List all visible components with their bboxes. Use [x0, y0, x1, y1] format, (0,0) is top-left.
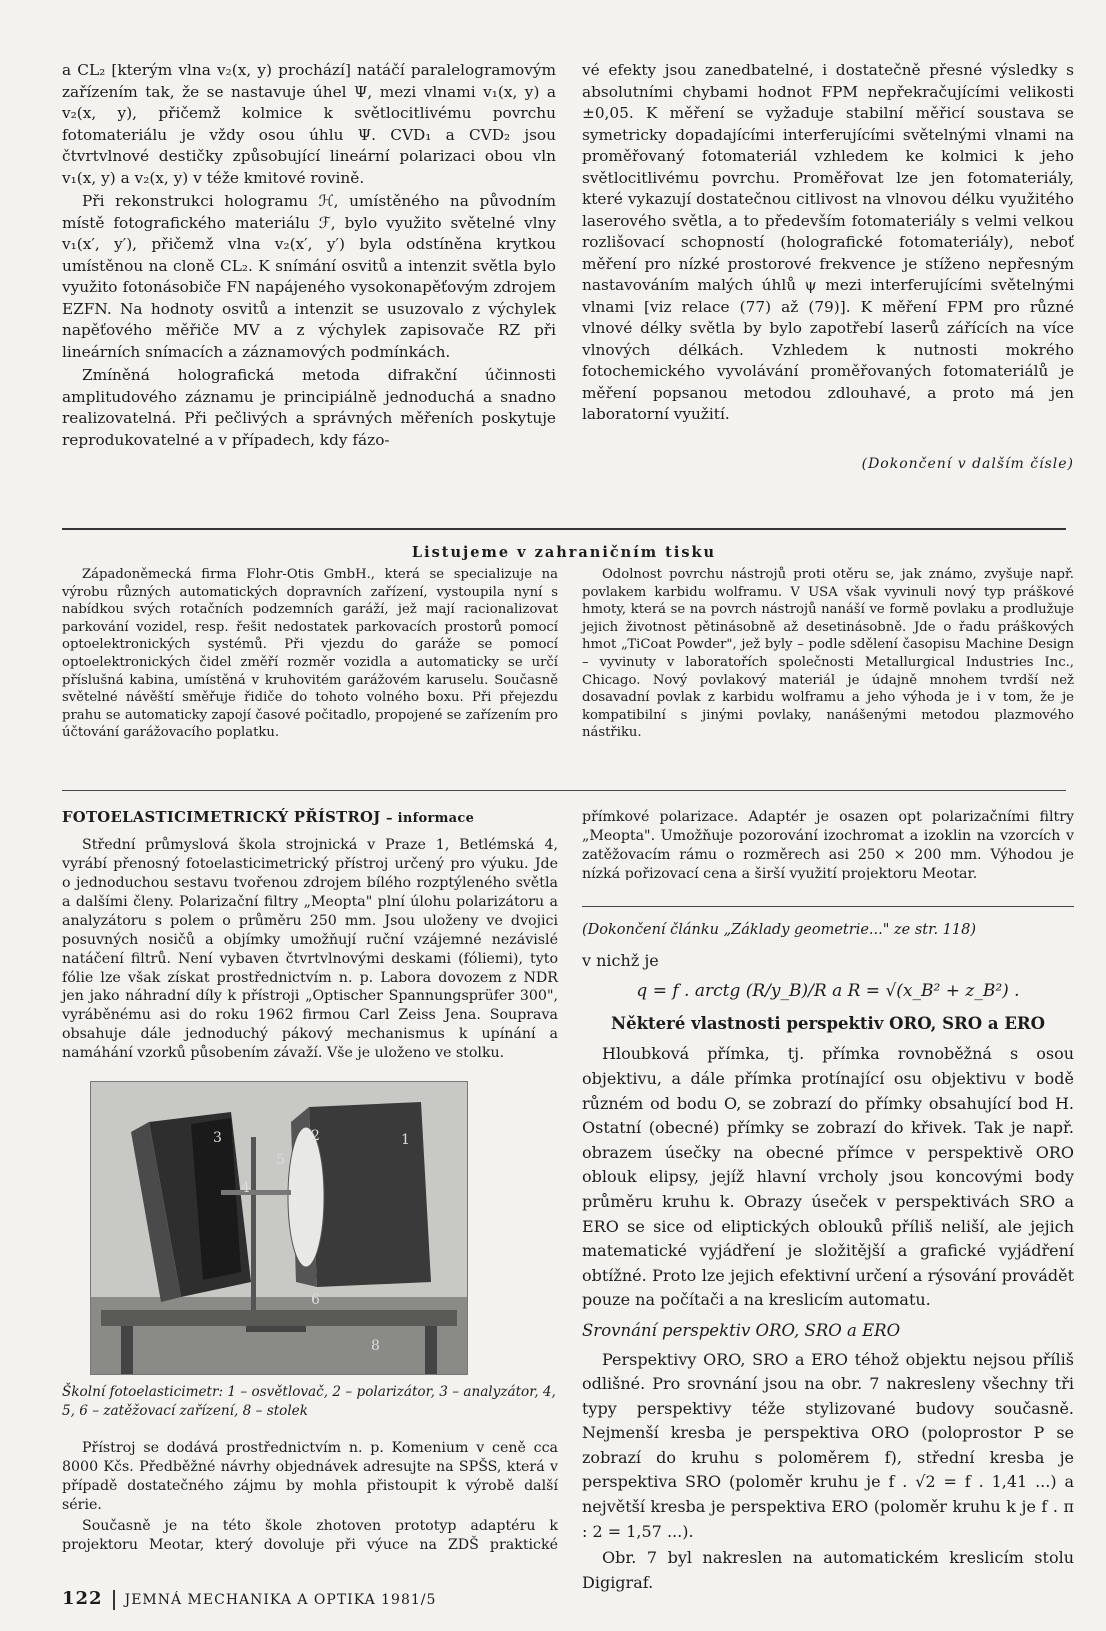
- article-divider: [582, 906, 1074, 907]
- journal-name: JEMNÁ MECHANIKA A OPTIKA 1981/5: [124, 1592, 437, 1608]
- paragraph: přímkové polarizace. Adaptér je osazen opt polarizačními filtry „Meopta". Umožňuje pozorování izochromat a izoklin na vzorcích v zatěžovacím rámu o rozměrech asi 250 × 200 mm. Výhodou je nízká pořizovací cena a širší využití projektoru Meotar.: [582, 808, 1074, 880]
- foreign-press-right: [582, 566, 1074, 744]
- fotoelastic-article: [62, 808, 558, 1557]
- paragraph: a CL₂ [kterým vlna v₂(x, y) prochází] natáčí paralelogramovým zařízením tak, že se nastavuje úhel Ψ, mezi vlnami v₁(x, y) a v₂(x, y), přičemž kolmice k světlocitlivému povrchu fotomateriálu je vždy osou úhlu Ψ. CVD₁ a CVD₂ jsou čtvrtvlnové destičky způsobující lineární polarizaci obou vln v₁(x, y) a v₂(x, y) v téže kmitové rovině.: [62, 61, 556, 187]
- formula-intro: v nichž je: [582, 950, 659, 970]
- paragraph: Současně je na této škole zhotoven prototyp adaptéru k projektoru Meotar, který dovoluje při výuce na ZDŠ praktické: [62, 1517, 558, 1553]
- photo-label-6: 6: [311, 1292, 320, 1309]
- fotoelasticimetr-photo: [90, 1081, 468, 1375]
- footer-divider: [113, 1590, 115, 1610]
- photo-label-8: 8: [371, 1338, 380, 1355]
- subsection-heading: Srovnání perspektiv ORO, SRO a ERO: [582, 1320, 901, 1340]
- paragraph: Přístroj se dodává prostřednictvím n. p. Komenium v ceně cca 8000 Kčs. Předběžné návrhy objednávek adresujte na SPŠS, která v případě dostatečného zájmu by mohla přistoupit k výrobě další série.: [62, 1440, 558, 1513]
- photo-caption: Školní fotoelasticimetr: 1 – osvětlovač, 2 – polarizátor, 3 – analyzátor, 4, 5, 6 – zatěžovací zařízení, 8 – stolek: [62, 1384, 556, 1420]
- paragraph: Při rekonstrukci hologramu ℋ, umístěného na původním místě fotografického materiálu ℱ, bylo využito světelné vlny v₁(x′, y′), přičemž vlna v₂(x′, y′) byla odstíněna krytkou umístěnou na cloně CL₂. K snímání osvitů a intenzit světla bylo využito fotonásobiče FN napájeného vysokonapěťovým zdrojem EZFN. Na hodnoty osvitů a intenzit se usuzovalo z výchylek napěťového měřiče MV a z výchylek zapisovače RZ při lineárních snímacích a záznamových podmínkách.: [62, 192, 556, 361]
- paragraph: Střední průmyslová škola strojnická v Praze 1, Betlémská 4, vyrábí přenosný fotoelasticimetrický přístroj určený pro výuku. Jde o jednoduchou sestavu tvořenou zdrojem bílého rozptýleného světla a dalšími členy. Polarizační filtry „Meopta" plní úlohu polarizátoru a analyzátoru s polem o průměru 250 mm. Jsou uloženy ve dvojici posuvných nosičů a objímky umožňují ruční vzájemné nezávislé natáčení filtrů. Není vybaven čtvrtvlnovými deskami (fóliemi), tyto fólie lze však získat prostřednictvím n. p. Labora dovozem z NDR jen jako náhradní díly k přístroji „Optischer Spannungsprüfer 300", vyráběnému asi do roku 1962 firmou Carl Zeiss Jena. Souprava obsahuje dále jednoduchý pákový mechanismus k upínání a namáhání vzorků působením závaží. Vše je uloženo ve stolku.: [62, 837, 558, 1062]
- section-divider: [62, 790, 1066, 791]
- paragraph: Odolnost povrchu nástrojů proti otěru se, jak známo, zvyšuje např. povlakem karbidu wolframu. V USA však vyvinuli nový typ práškové hmoty, která se na povrch nástrojů nanáší ve formě povlaku a prodlužuje jejich životnost pětinásobně až desetinásobně. Jde o řadu práškových hmot „TiCoat Powder", jež byly – podle sdělení časopisu Machine Design – vyvinuty v laboratořích společnosti Metallurgical Industries Inc., Chicago. Nový povlakový materiál je údajně mnohem tvrdší než dosavadní povlak z karbidu wolframu a jeho výhoda je i v tom, že je kompatibilní s jinými povlaky, nanášenými metodou plazmového nástřiku.: [582, 567, 1074, 741]
- paragraph: Obr. 7 byl nakreslen na automatickém kreslicím stolu Digigraf.: [582, 1548, 1074, 1592]
- photo-label-2: 2: [311, 1128, 320, 1145]
- photo-label-5: 5: [276, 1152, 285, 1169]
- top-right-column: [582, 60, 1074, 475]
- photo-illustration: [91, 1082, 467, 1374]
- paragraph: vé efekty jsou zanedbatelné, i dostatečně přesné výsledky s absolutními chybami hodnot FPM nepřekračujícími velikosti ±0,05. K měření se vyžaduje stabilní měřicí soustava se symetricky dopadajícími interferujícími světelnými vlnami na proměřovaný fotomateriál vzhledem ke kolmici k jeho světlocitlivému povrchu. Proměřovat lze jen fotomateriály, které vykazují dostatečnou citlivost na vlnovou délku využitého laserového světla, a to především fotomateriály s velmi velkou rozlišovací schopností (holografické fotomateriály), neboť měření pro nízké prostorové frekvence je stíženo nepřesným nastavováním malých úhlů ψ mezi interferujícími světelnými vlnami [viz relace (77) až (79)]. K měření FPM pro různé vlnové délky světla by bylo zapotřebí laserů zářících na více vlnových délkách. Vzhledem k nutnosti mokrého fotochemického vyvolávání proměřovaných fotomateriálů je měření popsanou metodou zdlouhavé, a proto má jen laboratorní využití.: [582, 61, 1074, 423]
- foreign-press-heading: Listujeme v zahraničním tisku: [411, 544, 717, 561]
- section-divider: [62, 528, 1066, 530]
- foreign-press-left: [62, 566, 558, 744]
- photo-label-4: 4: [241, 1180, 250, 1197]
- paragraph: Zmíněná holografická metoda difrakční účinnosti amplitudového záznamu je principiálně jednoduchá a snadno realizovatelná. Při pečlivých a správných měřeních poskytuje reprodukovatelné a v případech, kdy fázo-: [62, 366, 556, 449]
- formula: q = f . arctg (R/y_B)/R a R = √(x_B² + z_B²) .: [636, 981, 1020, 1002]
- article-title: [62, 808, 558, 828]
- article-title-main: FOTOELASTICIMETRICKÝ PŘÍSTROJ: [62, 809, 381, 826]
- paragraph: Hloubková přímka, tj. přímka rovnoběžná s osou objektivu, a dále přímka protínající osu objektivu v bodě různém od bodu O, se zobrazí do přímky obsahující bod H. Ostatní (obecné) přímky se zobrazí do křivek. Tak je např. obrazem úsečky na obecné přímce v perspektivě ORO oblouk elipsy, jejíž hlavní vrcholy jsou koncovými body průměru kruhu k. Obrazy úseček v perspektivách SRO a ERO se sice od eliptických oblouků příliš neliší, ale jejich matematické vyjádření je složitější a grafické vyjádření obtížné. Proto lze jejich efektivní určení a rýsování provádět pouze na počítači a na kreslicím automatu.: [582, 1044, 1074, 1310]
- article-title-suffix: – informace: [386, 811, 475, 826]
- photo-label-3: 3: [213, 1130, 222, 1147]
- photo-label-1: 1: [401, 1132, 410, 1149]
- paragraph: Perspektivy ORO, SRO a ERO téhož objektu nejsou příliš odlišné. Pro srovnání jsou na obr. 7 nakresleny všechny tři typy perspektivy téže stylizované budovy současně. Nejmenší kresba je perspektiva ORO (poloprostor P se zobrazí do kruhu s poloměrem f), střední kresba je perspektiva SRO (poloměr kruhu je f . √2 = f . 1,41 ...) a největší kresba je perspektiva ERO (poloměr kruhu k je f . π : 2 = 1,57 ...).: [582, 1349, 1074, 1541]
- page-number: 122: [62, 1588, 103, 1609]
- fotoelastic-continuation: [582, 808, 1074, 880]
- to-be-continued-note: (Dokončení v dalším čísle): [861, 455, 1074, 472]
- top-left-column: [62, 60, 556, 453]
- page-footer: [62, 1588, 436, 1610]
- continued-note: (Dokončení článku „Základy geometrie..." ze str. 118): [582, 922, 977, 938]
- section-heading: Některé vlastnosti perspektiv ORO, SRO a ERO: [611, 1013, 1045, 1033]
- paragraph: Západoněmecká firma Flohr-Otis GmbH., která se specializuje na výrobu různých automatických dopravních zařízení, vystoupila nyní s nabídkou svých rotačních podzemních garáží, jež mají racionalizovat parkování vozidel, resp. řešit nedostatek parkovacích prostorů pomocí optoelektronických systémů. Při vjezdu do garáže se pomocí optoelektronických čidel změří rozměr vozidla a automaticky se určí příslušná kabina, umístěná v kruhovitém garážovém karuselu. Současně světelné návěští směřuje řidiče do tohoto volného boxu. Při přejezdu prahu se automaticky zapojí časové počitadlo, propojené se zařízením pro účtování garážovacího poplatku.: [62, 567, 558, 741]
- geometry-article: [582, 918, 1074, 1597]
